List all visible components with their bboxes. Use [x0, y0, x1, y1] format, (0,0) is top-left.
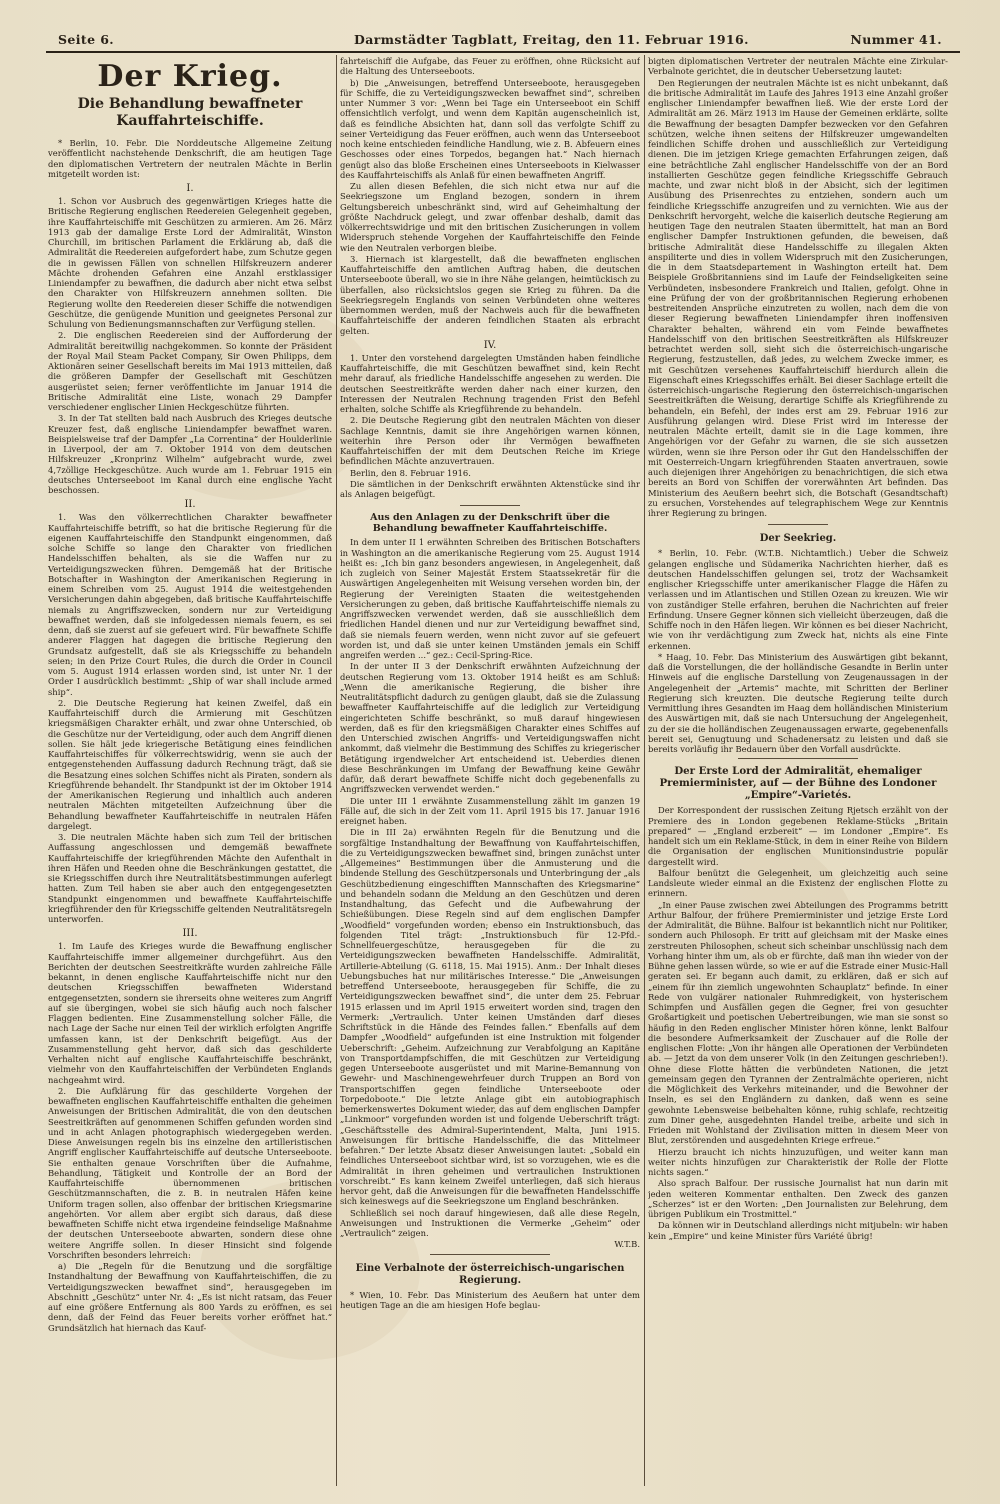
paragraph: 1. Unter den vorstehend dargelegten Umständen haben feindliche Kauffahrteischiffe, die mit Geschützen bewaffnet sind, kein Recht mehr darauf, als friedliche Handelsschiffe angesehen zu werden. Die deutschen Seestreitkräfte werden daher nach einer kurzen, den Interessen der Neutralen Rechnung tragenden Frist den Befehl erhalten, solche Schiffe als Kriegführende zu behandeln.: [340, 352, 640, 414]
paragraph: Den Regierungen der neutralen Mächte ist es nicht unbekannt, daß die britische Admiralität im Laufe des Jahres 1913 eine Anzahl großer englischer Liniendampfer bewaffnen ließ. Wie der erste Lord der Admiralität am 26. März 1913 im Hause der Gemeinen erklärte, sollte die Bewaffnung der besagten Dampfer bezwecken vor den Gefahren schützen, welche ihnen seitens der Hilfskreuzer umgewandelten feindlichen Schiffe drohen und ausschließlich zur Verteidigung dienen. Die im jetzigen Kriege gemachten Erfahrungen zeigen, daß eine beträchtliche Zahl englischer Handelsschiffe von der an Bord installierten Geschütze gegen feindliche Kriegsschiffe Gebrauch machte, und zwar nicht bloß in der Absicht, sich der legitimen Ausübung des Prisenrechtes zu entziehen, sondern auch um feindliche Kriegsschiffe anzugreifen und zu vernichten. Wie aus der Denkschrift hervorgeht, welche die kaiserlich deutsche Regierung am heutigen Tage den neutralen Staaten übermittelt, hat man an Bord englischer Dampfer Instruktionen gefunden, die beweisen, daß britische Admiralität diese Handelsschiffe zu illegalen Akten anspiliterte und dies in vollem Widerspruch mit den Zusicherungen, die in dem Staatsdepartement in Washington erteilt hat. Dem Beispiele Großbritanniens sind im Laufe der Feindseligkeiten seine Verbündeten, insbesondere Frankreich und Italien, gefolgt. Ohne in eine Prüfung der von der großbritannischen Regierung erhobenen bestreitenden Ansprüche einzutreten zu wollen, nach dem die von dieser Regierung bewaffneten Liniendampfer ihren inoffensiven Charakter behalten, während ein vom Feinde bewaffnetes Handelsschiff von den britischen Seestreitkräften als Hilfskreuzer betrachtet werden soll, sieht sich die österreichisch-ungarische Regierung, festzustellen, daß jedes, zu welchem Zwecke immer, es mit Geschützen versehenes Kauffahrteischiff hierdurch allein die Eigenschaft eines Kriegsschiffes erhält. Bei dieser Sachlage erteilt die österreichisch-ungarische Regierung den österreichisch-ungarischen Seestreitkräften die Weisung, derartige Schiffe als Kriegführende zu behandeln, ein Befehl, der indes erst am 29. Februar 1916 zur Ausführung gelangen wird. Diese Frist wird im Interesse der neutralen Mächte erteilt, damit sie in die Lage kommen, ihre Angehörigen vor der Gefahr zu warnen, die sie sich aussetzen würden, wenn sie ihre Person oder ihr Gut den Handelsschiffen der mit Oesterreich-Ungarn kriegführenden Staaten anvertrauen, sowie auch diejenigen ihrer Angehörigen zu benachrichtigen, die sich etwa bereits an Bord von Schiffen der vorerwähnten Art befinden. Das Ministerium des Aeußern beehrt sich, die Botschaft (Gesandtschaft) zu ersuchen, Vorstehendes auf telegraphischem Wege zur Kenntnis ihrer Regierung zu bringen.: [648, 77, 948, 518]
paragraph: 3. Hiernach ist klargestellt, daß die bewaffneten englischen Kauffahrteischiffe den amtlichen Auftrag haben, die deutschen Unterseeboote überall, wo sie in ihre Nähe gelangen, heimtückisch zu überfallen, also rücksichtslos gegen sie Krieg zu führen. Da die Seekriegsregeln Englands von seinen Verbündeten ohne weiteres übernommen werden, muß der Nachweis auch für die bewaffneten Kauffahrteischiffe der anderen feindlichen Staaten als erbracht gelten.: [340, 253, 640, 336]
separator-rule: [430, 1254, 550, 1255]
paragraph: 2. Die Aufklärung für das geschilderte Vorgehen der bewaffneten englischen Kauffahrteischiffe enthalten die geheimen Anweisungen der Britischen Admiralität, die von den deutschen Seestreitkräften auf genommenen Schiffen gefunden worden sind und in acht Anlagen photographisch wiedergegeben werden. Diese Anweisungen regeln bis ins einzelne den artilleristischen Angriff englischer Kauffahrteischiffe auf deutsche Unterseeboote. Sie enthalten genaue Vorschriften über die Aufnahme, Behandlung, Tätigkeit und Kontrolle der an Bord der Kauffahrteischiffe übernommenen britischen Geschützmannschaften, die z. B. in neutralen Häfen keine Uniform tragen sollen, also offenbar der britischen Kriegsmarine angehörten. Vor allem aber ergibt sich daraus, daß diese bewaffneten Schiffe nicht etwa irgendeine feindselige Maßnahme der deutschen Unterseeboote abwarten, sondern diese ohne weitere Angriffe sollen. In dieser Hinsicht sind folgende Vorschriften besonders lehrreich:: [48, 1085, 332, 1260]
paragraph: Also sprach Balfour. Der russische Journalist hat nun darin mit jeden weiteren Kommentar enthalten. Den Zweck des ganzen „Scherzes“ ist er den Worten: „Den Journalisten zur Belehrung, dem übrigen Publikum ein Trostmittel.“: [648, 1178, 948, 1219]
article-headline: Der Seekrieg.: [759, 533, 837, 545]
column-divider: [644, 55, 645, 1486]
paragraph: 1. Im Laufe des Krieges wurde die Bewaffnung englischer Kauffahrteischiffe immer allgemeiner durchgeführt. Aus den Berichten der deutschen Seestreitkräfte wurden zahlreiche Fälle bekannt, in denen englische Kauffahrteischiffe nicht nur den deutschen Kriegsschiffen bewaffneten Widerstand entgegensetzten, sondern sie ihrerseits ohne weiteres zum Angriff auf sie übergingen, wobei sie sich häufig auch noch falscher Flaggen bedienten. Eine Zusammenstellung solcher Fälle, die nach Lage der Sache nur einen Teil der wirklich erfolgten Angriffe umfassen kann, ist der Denkschrift beigefügt. Aus der Zusammenstellung geht hervor, daß sich das geschilderte Verhalten nicht auf englische Kauffahrteischiffe beschränkt, vielmehr von den Kauffahrteischiffen der Verbündeten Englands nachgeahmt wird.: [48, 941, 332, 1085]
paragraph: bigten diplomatischen Vertreter der neutralen Mächte eine Zirkular-Verbalnote gerichtet, die in deutscher Uebersetzung lautet:: [648, 56, 948, 77]
paragraph: Zu allen diesen Befehlen, die sich nicht etwa nur auf die Seekriegszone um England bezogen, sondern in ihrem Geltungsbereich unbeschränkt sind, wird auf Geheimhaltung der größte Nachdruck gelegt, und zwar offenbar deshalb, damit das völkerrechtswidrige und mit den britischen Zusicherungen in vollem Widerspruch stehende Vorgehen der Kauffahrteischiffe den Feinde wie den Neutralen verborgen bleibe.: [340, 181, 640, 253]
paragraph: * Haag, 10. Febr. Das Ministerium des Auswärtigen gibt bekannt, daß die Vorstellungen, die der holländische Gesandte in Berlin unter Hinweis auf die englische Darstellung von Zeugenaussagen in der Angelegenheit der „Artemis“ machte, mit Schritten der Berliner Regierung sich kreuzten. Die deutsche Regierung teilte durch Vermittlung ihres Gesandten im Haag dem holländischen Ministerium des Auswärtigen mit, daß sie nach Untersuchung der Angelegenheit, zu der sie die holländischen Zeugenaussagen erwarte, gegebenenfalls bereit sei, Genugtuung und Schadenersatz zu leisten und daß sie bereits vorläufig ihr Bedauern über den Vorfall ausdrückte.: [648, 651, 948, 754]
separator-rule: [460, 505, 520, 506]
column-divider: [336, 55, 337, 1486]
page-number: Seite 6.: [58, 32, 115, 47]
section-numeral: IV.: [483, 339, 497, 351]
paragraph: a) Die „Regeln für die Benutzung und die sorgfältige Instandhaltung der Bewaffnung von Kauffahrteischiffen, die zu Verteidigungszwecken bewaffnet sind“, herausgegeben im Abschnitt „Geschütz“ unter Nr. 4: „Es ist nicht ratsam, das Feuer auf eine größere Entfernung als 800 Yards zu eröffnen, es sei denn, daß der Feind das Feuer bereits vorher eröffnet hat.“ Grundsätzlich hat hiernach das Kauf-: [48, 1261, 332, 1333]
paragraph: In dem unter II 1 erwähnten Schreiben des Britischen Botschafters in Washington an die amerikanische Regierung vom 25. August 1914 heißt es: „Ich bin ganz besonders angewiesen, in Angelegenheit, daß ich zugleich von Seiner Majestät Erstem Staatssekretär für die Auswärtigen Angelegenheiten mit Weisung versehen worden bin, der Regierung der Vereinigten Staaten die weitestgehenden Versicherungen zu geben, daß britische Kauffahrteischiffe niemals zu Angriffszwecken verwendet werden, daß sie ausschließlich dem friedlichen Handel dienen und nur zur Verteidigung bewaffnet sind, daß sie niemals feuern werden, wenn nicht zuvor auf sie gefeuert worden ist, und daß sie unter keinen Umständen jemals ein Schiff angreifen werden ...“ gez.: Cecil-Spring-Rice.: [340, 537, 640, 660]
paragraph: Die unter III 1 erwähnte Zusammenstellung zählt im ganzen 19 Fälle auf, die sich in der Zeit vom 11. April 1915 bis 17. Januar 1916 ereignet haben.: [340, 795, 640, 826]
subheading: Aus den Anlagen zu der Denkschrift über die Behandlung bewaffneter Kauffahrteischiffe.: [370, 512, 610, 535]
section-numeral: III.: [182, 928, 198, 940]
paragraph: 1. Was den völkerrechtlichen Charakter bewaffneter Kauffahrteischiffe betrifft, so hat die britische Regierung für die eigenen Kauffahrteischiffe den Standpunkt eingenommen, daß solche Schiffe so lange den Charakter von friedlichen Handelsschiffen behalten, als sie die Waffen nur zu Verteidigungszwecken führen. Demgemäß hat der Britische Botschafter in Washington der Amerikanischen Regierung in einem Schreiben vom 25. August 1914 die weitestgehenden Versicherungen dahin abgegeben, daß britische Kauffahrteischiffe niemals zu Angriffszwecken, sondern nur zur Verteidigung bewaffnet werden, daß sie infolgedessen niemals feuern, es sei denn, daß sie zuerst auf sie gefeuert wird. Für bewaffnete Schiffe anderer Flaggen hat dagegen die britische Regierung den Grundsatz aufgestellt, daß sie als Kriegsschiffe zu behandeln seien; in den Prize Court Rules, die durch die Order in Council vom 5. August 1914 erlassen worden sind, ist unter Nr. 1 der Order I ausdrücklich bestimmt: „Ship of war shall include armed ship“.: [48, 512, 332, 697]
paragraph: * Berlin, 10. Febr. Die Norddeutsche Allgemeine Zeitung veröffentlicht nachstehende Denkschrift, die am heutigen Tage den diplomatischen Vertretern der neutralen Mächte in Berlin mitgeteilt worden ist:: [48, 138, 332, 179]
paragraph: Hierzu braucht ich nichts hinzuzufügen, und weiter kann man weiter nichts hinzufügen zur Charakteristik der Rolle der Flotte nichts sagen.“: [648, 1146, 948, 1177]
section-numeral: I.: [186, 183, 194, 194]
paragraph: 1. Schon vor Ausbruch des gegenwärtigen Krieges hatte die Britische Regierung englischen Reedereien Gelegenheit gegeben, ihre Kauffahrteischiffe mit Geschützen zu armieren. Am 26. März 1913 gab der damalige Erste Lord der Admiralität, Winston Churchill, im britischen Parlament die Erklärung ab, daß die Admiralität die Reedereien aufgefordert habe, zum Schutze gegen die in gewissen Fällen von schnellen Hilfskreuzern anderer Mächte drohenden Gefahren eine Anzahl erstklassiger Liniendampfer zu bewaffnen, die dadurch aber nicht etwa selbst den Charakter von Hilfskreuzern annehmen sollten. Die Regierung wollte den Reedereien dieser Schiffe die notwendigen Geschütze, die genügende Munition und geeignetes Personal zur Schulung von Bedienungsmannschaften zur Verfügung stellen.: [48, 196, 332, 329]
paragraph: Da können wir in Deutschland allerdings nicht mitjubeln: wir haben kein „Empire“ und keine Minister fürs Variété übrig!: [648, 1220, 948, 1241]
paragraph: fahrteischiff die Aufgabe, das Feuer zu eröffnen, ohne Rücksicht auf die Haltung des Unterseeboots.: [340, 56, 640, 77]
paragraph: * Berlin, 10. Febr. (W.T.B. Nichtamtlich.) Ueber die Schweiz gelangen englische und Südamerika Nachrichten hierher, daß es deutschen Handelsschiffen gelungen sei, trotz der Wachsamkeit englischer Kriegsschiffe unter amerikanischer Flagge die Häfen zu verlassen und im Atlantischen und Stillen Ozean zu kreuzen. Wie wir von zuständiger Stelle erfahren, beruhen die Nachrichten auf freier Erfindung. Unsere Gegner können sich vielleicht überzeugen, daß die Schiffe noch in den Häfen liegen. Wir können es bei dieser Nachricht, wie von ihr verdächtigung zum Zweck hat, nichts als eine Finte erkennen.: [648, 548, 948, 651]
column-3: [648, 56, 948, 1486]
masthead-line: Darmstädter Tagblatt, Freitag, den 11. Februar 1916.: [354, 32, 749, 47]
column-1: [48, 56, 332, 1486]
paragraph: Schließlich sei noch darauf hingewiesen, daß alle diese Regeln, Anweisungen und Instruktionen die Vermerke „Geheim“ oder „Vertraulich“ zeigen.: [340, 1207, 640, 1238]
paragraph: 3. In der Tat stellten bald nach Ausbruch des Krieges deutsche Kreuzer fest, daß englische Liniendampfer bewaffnet waren. Beispielsweise traf der Dampfer „La Correntina“ der Houlderlinie in Liverpool, der am 7. Oktober 1914 von dem deutschen Hilfskreuzer „Kronprinz Wilhelm“ aufgebracht wurde, zwei 4,7zöllige Heckgeschütze. Auch wurde am 1. Februar 1915 ein deutsches Unterseeboot im Kanal durch eine englische Yacht beschossen.: [48, 413, 332, 495]
paragraph: b) Die „Anweisungen, betreffend Unterseeboote, herausgegeben für Schiffe, die zu Verteidigungszwecken bewaffnet sind“, schreiben unter Nummer 3 vor: „Wenn bei Tage ein Unterseeboot ein Schiff offensichtlich verfolgt, und wenn dem Kapitän augenscheinlich ist, daß es feindliche Absichten hat, dann soll das verfolgte Schiff zu seiner Verteidigung das Feuer eröffnen, auch wenn das Unterseeboot noch keine entschieden feindliche Handlung, wie z. B. Abfeuern eines Geschosses oder eines Torpedos, begangen hat.“ Nach hiernach genügt also das bloße Erscheinen eines Unterseeboots in Kielwasser des Kauffahrteischiffs als Anlaß für einen bewaffneten Angriff.: [340, 77, 640, 180]
dateline: Berlin, den 8. Februar 1916.: [350, 467, 471, 478]
section-title: Der Krieg.: [97, 59, 283, 94]
paragraph: * Wien, 10. Febr. Das Ministerium des Aeußern hat unter dem heutigen Tage an die am hiesigen Hofe beglau-: [340, 1289, 640, 1310]
page-header: [44, 28, 960, 50]
paragraph: 2. Die englischen Reedereien sind der Aufforderung der Admiralität bereitwillig nachgekommen. So konnte der Präsident der Royal Mail Steam Packet Company, Sir Owen Philipps, dem Aktionären seiner Gesellschaft bereits im Mai 1913 mitteilen, daß die größeren Dampfer der Gesellschaft mit Geschützen ausgerüstet seien; ferner veröffentlichte im Januar 1914 die Britische Admiralität eine Liste, wonach 29 Dampfer verschiedener englischer Linien Heckgeschütze führten.: [48, 330, 332, 412]
paragraph: 2. Die Deutsche Regierung gibt den neutralen Mächten von dieser Sachlage Kenntnis, damit sie ihre Angehörigen warnen können, weiterhin ihre Person oder ihr Vermögen bewaffneten Kauffahrteischiffen der mit dem Deutschen Reiche im Kriege befindlichen Mächte anzuvertrauen.: [340, 415, 640, 467]
column-2: [340, 56, 640, 1486]
paragraph: 2. Die Deutsche Regierung hat keinen Zweifel, daß ein Kauffahrteischiff durch die Armierung mit Geschützen kriegsmäßigen Charakter erhält, und zwar ohne Unterschied, ob die Geschütze nur der Verteidigung, oder auch dem Angriff dienen sollen. Sie hält jede kriegerische Betätigung eines feindlichen Kauffahrteischiffes für völkerrechtswidrig, wenn sie auch der entgegenstehenden Auffassung dadurch Rechnung trägt, daß sie die Besatzung eines solchen Schiffes nicht als Piraten, sondern als Kriegführende behandelt. Ihr Standpunkt ist der im Oktober 1914 der Amerikanischen Regierung und inhaltlich auch anderen neutralen Mächten mitgeteilten Aufzeichnung über die Behandlung bewaffneter Kauffahrteischiffe in neutralen Häfen dargelegt.: [48, 697, 332, 831]
header-rule: [46, 51, 960, 53]
section-numeral: II.: [184, 499, 196, 511]
paragraph: Der Korrespondent der russischen Zeitung Rjetsch erzählt von der Premiere des in London gegebenen Reklame-Stücks „Britain prepared“ — „England erzbereit“ — im Londoner „Empire“. Es handelt sich um ein Reklame-Stück, in dem in einer Reihe von Bildern die Organisation der englischen Munitionsindustrie populär dargestellt wird.: [648, 805, 948, 867]
paragraph: 3. Die neutralen Mächte haben sich zum Teil der britischen Auffassung angeschlossen und demgemäß bewaffnete Kauffahrteischiffe der kriegführenden Mächte den Aufenthalt in ihren Häfen und Reeden ohne die Beschränkungen gestattet, die sie Kriegsschiffen durch ihre Neutralitätsbestimmungen auferlegt hatten. Zum Teil haben sie aber auch den entgegengesetzten Standpunkt eingenommen und bewaffnete Kauffahrteischiffe kriegführender den für Kriegsschiffe geltenden Neutralitätsregeln unterworfen.: [48, 832, 332, 924]
separator-rule: [738, 758, 858, 759]
article-headline: Eine Verbalnote der österreichisch-ungarischen Regierung.: [355, 1262, 625, 1286]
paragraph: Die in III 2a) erwähnten Regeln für die Benutzung und die sorgfältige Instandhaltung der Bewaffnung von Kauffahrteischiffen, die zu Verteidigungszwecken bewaffnet sind, bringen zunächst unter „Allgemeines“ Bestimmungen über die Anmusterung und die bindende Stellung des Geschützpersonals und Unterbringung der „als Geschützbedienung eingeschifften Mannschaften des Kriegsmarine“ und behandeln sodann die Meldung an den Geschützen und deren Instandhaltung, das Gefecht und die Aufbewahrung der Schießübungen. Diese Regeln sind auf dem englischen Dampfer „Woodfield“ vorgefunden worden; ebenso ein Instruktionsbuch, das folgenden Titel trägt: „Instruktionsbuch für 12-Pfd.-Schnellfeuergeschütze, herausgegeben für die zu Verteidigungszwecken bewaffneten Handelsschiffe. Admiralität, Artillerie-Abteilung (G. 6118, 15. Mai 1915). Anm.: Der Inhalt dieses Uebungsbuches hat nur militärisches Interesse.“ Die „Anweisungen betreffend Unterseeboote, herausgegeben für Schiffe, die zu Verteidigungszwecken bewaffnet sind“, die unter dem 25. Februar 1915 erlassen und im April 1915 erweitert worden sind, tragen den Vermerk: „Vertraulich. Unter keinen Umständen darf dieses Schriftstück in die Hände des Feindes fallen.“ Ebenfalls auf dem Dampfer „Woodfield“ aufgefunden ist eine Instruktion mit folgender Ueberschrift: „Geheim. Aufzeichnung zur Verabfolgung an Kapitäne von Transportdampfschiffen, die mit Geschützen zur Verteidigung gegen Unterseeboote ausgerüstet und mit Marine-Bemannung von Gewehr- und Maschinengewehrfeuer durch Truppen an Bord von Transportschiffen gegen feindliche Unterseeboote oder Torpedoboote.“ Die letzte Anlage gibt ein autobiographisch bemerkenswertes Dokument wieder, das auf dem englischen Dampfer „Linkmoor“ vorgefunden worden ist und folgende Ueberschrift trägt: „Geschäftsstelle des Admiral-Superintendent, Malta, Juni 1915. Anweisungen für britische Handelsschiffe, die das Mittelmeer befahren.“ Der letzte Absatz dieser Anweisungen lautet: „Sobald ein feindliches Unterseeboot sichtbar wird, ist so vorzugehen, wie es die Admiralität in ihren geheimen und vertraulichen Instruktionen vorschreibt.“ Es kann keinem Zweifel unterliegen, daß sich hieraus hervor geht, daß die Anweisungen für die bewaffneten Handelsschiffe sich keineswegs auf die Seekriegszone um England beschränken.: [340, 827, 640, 1207]
paragraph: In der unter II 3 der Denkschrift erwähnten Aufzeichnung der deutschen Regierung vom 13. Oktober 1914 heißt es am Schluß: „Wenn die amerikanische Regierung, die bisher ihre Neutralitätspflicht dadurch zu genügen glaubt, daß sie die Zulassung bewaffneter Kauffahrteischiffe auf die lediglich zur Verteidigung eingerichteten Schiffe beschränkt, so muß darauf hingewiesen werden, daß es für den kriegsmäßigen Charakter eines Schiffes auf den Unterschied zwischen Angriffs- und Verteidigungswaffen nicht ankommt, daß vielmehr die Bestimmung des Schiffes zu kriegerischer Betätigung irgendwelcher Art entscheidend ist. Ueberdies dienen diese Beschränkungen im Umfang der Bewaffnung keine Gewähr dafür, daß derart bewaffnete Schiffe nicht doch gegebenenfalls zu Angriffszwecken verwendet werden.“: [340, 661, 640, 795]
agency-signature: W.T.B.: [614, 1239, 640, 1250]
separator-rule: [768, 524, 828, 525]
article-headline: Die Behandlung bewaffneter Kauffahrteischiffe.: [77, 96, 303, 129]
paragraph: Balfour benützt die Gelegenheit, um gleichzeitig auch seine Landsleute wieder einmal an die Existenz der englischen Flotte zu erinnern.: [648, 867, 948, 899]
article-headline: Der Erste Lord der Admiralität, ehemaliger Premierminister, auf — der Bühne des Londoner „Empire“-Varietés.: [659, 765, 937, 802]
paragraph: „In einer Pause zwischen zwei Abteilungen des Programms betritt Arthur Balfour, der frühere Premierminister und jetzige Erste Lord der Admiralität, die Bühne. Balfour ist bekanntlich nicht nur Politiker, sondern auch Philosoph. Er tritt auf gleichsam mit der Maske eines zerstreuten Philosophen, scheut sich scheinbar unschlüssig nach dem Vorhang hinter ihm um, als ob er fürchte, daß man ihn wieder von der Bühne gehen lassen würde, so wie er auf die Estrade einer Music-Hall geraten sei. Er begann auch damit, zu erklären, daß er sich auf „einem für ihn ziemlich ungewohnten Schauplatz“ befinde. In einer Rede von vulgärer nationaler Ruhmredigkeit, von hysterischem Schimpfen und Ausfällen gegen die Gegner, frei von gesuchter Großartigkeit und poetischen Uebertreibungen, wie man sie sonst so häufig in den Reden englischer Minister hören könne, lenkt Balfour die besondere Aufmerksamkeit der Zuschauer auf die Rolle der englischen Flotte: „Von ihr hängen alle Operationen der Verbündeten ab. — Jetzt da von dem unserer Volk (in den Zeitungen geschrieben!). Ohne diese Flotte hätten die verbündeten Nationen, die jetzt gemeinsam gegen den Tyrannen der Zentralmächte operieren, nicht die Möglichkeit des Verkehrs miteinander, und die Bewohner der Inseln, es sei den Engländern zu danken, daß wenn es seine gewohnte Lebensweise beibehalten könne, ruhig schlafe, rechtzeitig zum Diner gehe, ausgedehnten Handel treibe, arbeite und sich in Frieden mit Wohlstand der Zivilisation mitten in diesem Meer von Blut, zerstörenden und ausgedehnten Kriege erfreue.“: [648, 899, 948, 1146]
paragraph: Die sämtlichen in der Denkschrift erwähnten Aktenstücke sind ihr als Anlagen beigefügt.: [340, 478, 640, 499]
issue-number: Nummer 41.: [850, 32, 942, 47]
